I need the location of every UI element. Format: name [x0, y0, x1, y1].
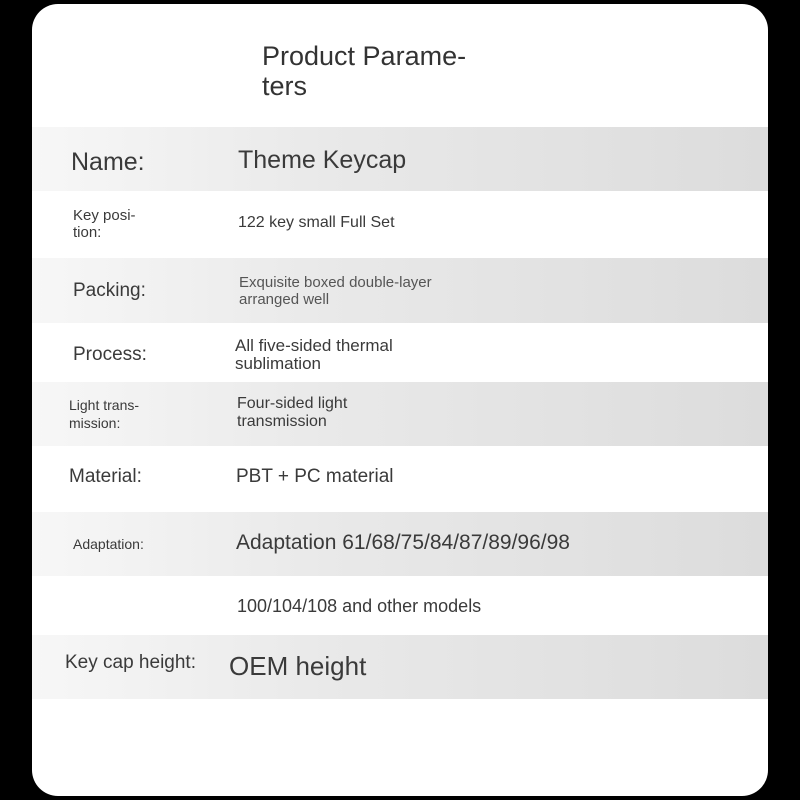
- param-row-key-position: [32, 191, 768, 258]
- param-value: 100/104/108 and other models: [237, 596, 482, 616]
- param-value: Theme Keycap: [238, 146, 407, 174]
- param-label: Key cap height:: [65, 652, 196, 673]
- param-row-adaptation: [32, 512, 768, 576]
- param-label: Packing:: [73, 280, 146, 301]
- param-value: OEM height: [229, 651, 367, 681]
- param-label: Key posi- tion:: [73, 207, 136, 241]
- param-value: PBT + PC material: [236, 466, 394, 487]
- param-row-name: [32, 127, 768, 191]
- param-row-process: [32, 323, 768, 382]
- param-value: 122 key small Full Set: [238, 214, 395, 231]
- param-label: Name:: [71, 148, 145, 176]
- product-parameters-card: [32, 4, 768, 796]
- param-value: Exquisite boxed double-layer arranged well: [239, 274, 432, 308]
- param-label: Light trans- mission:: [69, 397, 140, 431]
- param-row-key-cap-height: [32, 635, 768, 699]
- param-row-packing: [32, 258, 768, 323]
- param-label: Process:: [73, 344, 147, 365]
- param-value: All five-sided thermal sublimation: [235, 336, 393, 373]
- param-value: Four-sided light transmission: [237, 395, 348, 430]
- param-row-material: [32, 446, 768, 512]
- param-value: Adaptation 61/68/75/84/87/89/96/98: [236, 531, 570, 554]
- param-label: Material:: [69, 466, 142, 487]
- param-label: Adaptation:: [73, 536, 144, 552]
- param-row-adaptation-continued: [32, 576, 768, 635]
- page-title: Product Parame- ters: [262, 41, 467, 101]
- param-row-light-transmission: [32, 382, 768, 446]
